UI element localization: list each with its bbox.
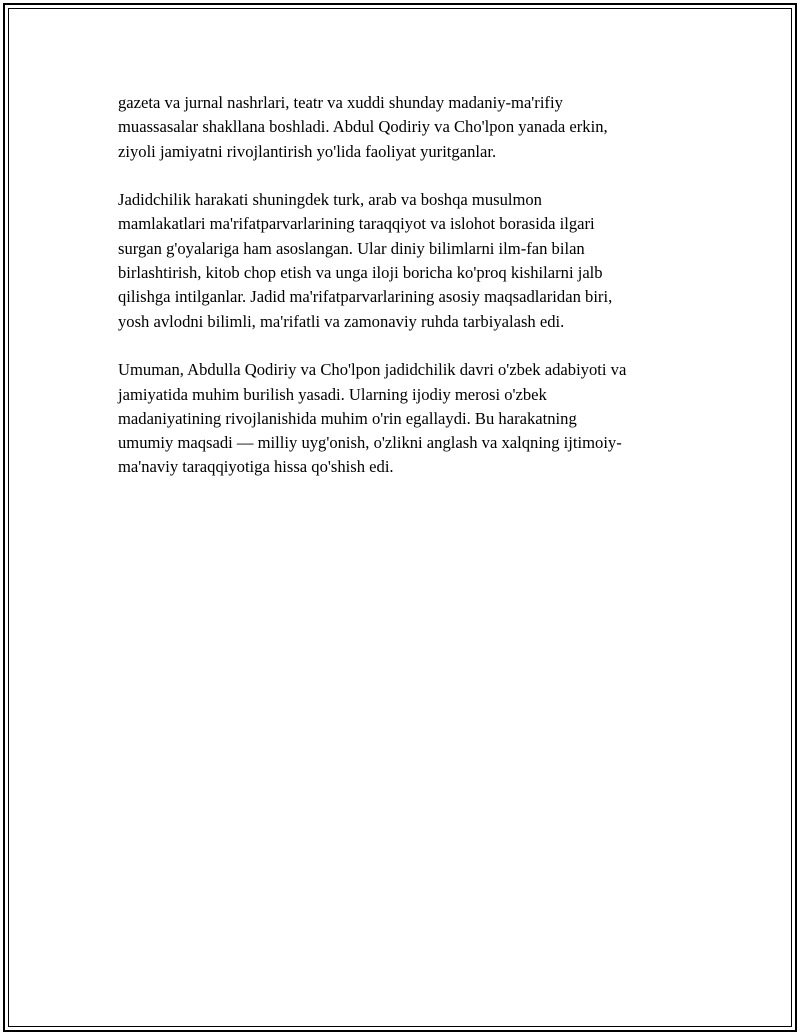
text-line: muassasalar shakllana boshladi. Abdul Qodiriy va Cho'lpon yanada erkin, xyxy=(118,117,608,137)
text-line: surgan g'oyalariga ham asoslangan. Ular diniy bilimlarni ilm-fan bilan xyxy=(118,238,585,258)
text-line: yosh avlodni bilimli, ma'rifatli va zamonaviy ruhda tarbiyalash edi. xyxy=(118,311,565,331)
text-line: ziyoli jamiyatni rivojlantirish yo'lida faoliyat yuritganlar. xyxy=(118,141,497,161)
text-line: madaniyatining rivojlanishida muhim o'rin egallaydi. Bu harakatning xyxy=(118,408,577,428)
document-body xyxy=(118,91,693,504)
text-line: birlashtirish, kitob chop etish va unga iloji boricha ko'proq kishilarni jalb xyxy=(118,263,603,283)
text-line: Umuman, Abdulla Qodiriy va Cho'lpon jadidchilik davri o'zbek adabiyoti va xyxy=(118,360,627,380)
paragraph-3 xyxy=(118,358,693,479)
text-line: Jadidchilik harakati shuningdek turk, arab va boshqa musulmon xyxy=(118,190,542,210)
paragraph-2 xyxy=(118,188,693,334)
text-line: jamiyatida muhim burilish yasadi. Ularning ijodiy merosi o'zbek xyxy=(118,384,547,404)
paragraph-1 xyxy=(118,91,693,164)
text-line: ma'naviy taraqqiyotiga hissa qo'shish edi. xyxy=(118,457,394,477)
text-line: mamlakatlari ma'rifatparvarlarining taraqqiyot va islohot borasida ilgari xyxy=(118,214,595,234)
text-line: gazeta va jurnal nashrlari, teatr va xuddi shunday madaniy-ma'rifiy xyxy=(118,93,563,112)
text-line: umumiy maqsadi — milliy uyg'onish, o'zlikni anglash va xalqning ijtimoiy- xyxy=(118,433,622,453)
text-line: qilishga intilganlar. Jadid ma'rifatparvarlarining asosiy maqsadlaridan biri, xyxy=(118,287,613,307)
